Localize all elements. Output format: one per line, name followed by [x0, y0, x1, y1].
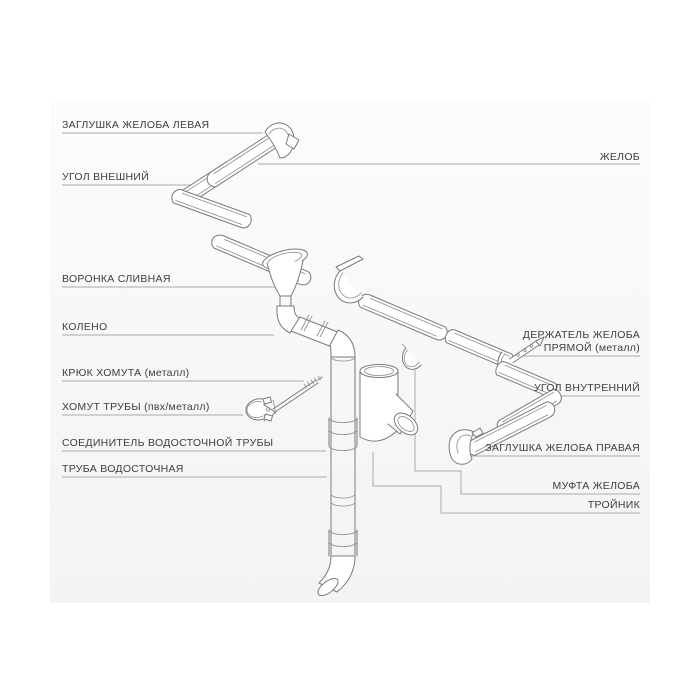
label-inner-corner: УГОЛ ВНУТРЕННИЙ: [533, 382, 640, 394]
label-gutter: ЖЕЛОБ: [599, 151, 640, 163]
label-tee: ТРОЙНИК: [587, 499, 640, 511]
label-outer-corner: УГОЛ ВНЕШНИЙ: [62, 171, 150, 183]
label-elbow: КОЛЕНО: [62, 321, 108, 333]
label-clamp-hook: КРЮК ХОМУТА (металл): [62, 367, 190, 379]
label-gutter-holder-line2: ПРЯМОЙ (металл): [543, 342, 640, 354]
label-downpipe-connector: СОЕДИНИТЕЛЬ ВОДОСТОЧНОЙ ТРУБЫ: [62, 437, 274, 449]
label-drain-funnel: ВОРОНКА СЛИВНАЯ: [62, 273, 171, 285]
label-gutter-end-cap-left: ЗАГЛУШКА ЖЕЛОБА ЛЕВАЯ: [62, 119, 210, 131]
label-gutter-coupling: МУФТА ЖЕЛОБА: [552, 480, 640, 492]
label-gutter-holder: [523, 329, 640, 355]
label-pipe-clamp: ХОМУТ ТРУБЫ (пвх/металл): [62, 401, 210, 413]
label-gutter-end-cap-right: ЗАГЛУШКА ЖЕЛОБА ПРАВАЯ: [485, 442, 640, 454]
label-gutter-holder-line1: ДЕРЖАТЕЛЬ ЖЕЛОБА: [522, 329, 640, 341]
label-downpipe: ТРУБА ВОДОСТОЧНАЯ: [62, 463, 184, 475]
